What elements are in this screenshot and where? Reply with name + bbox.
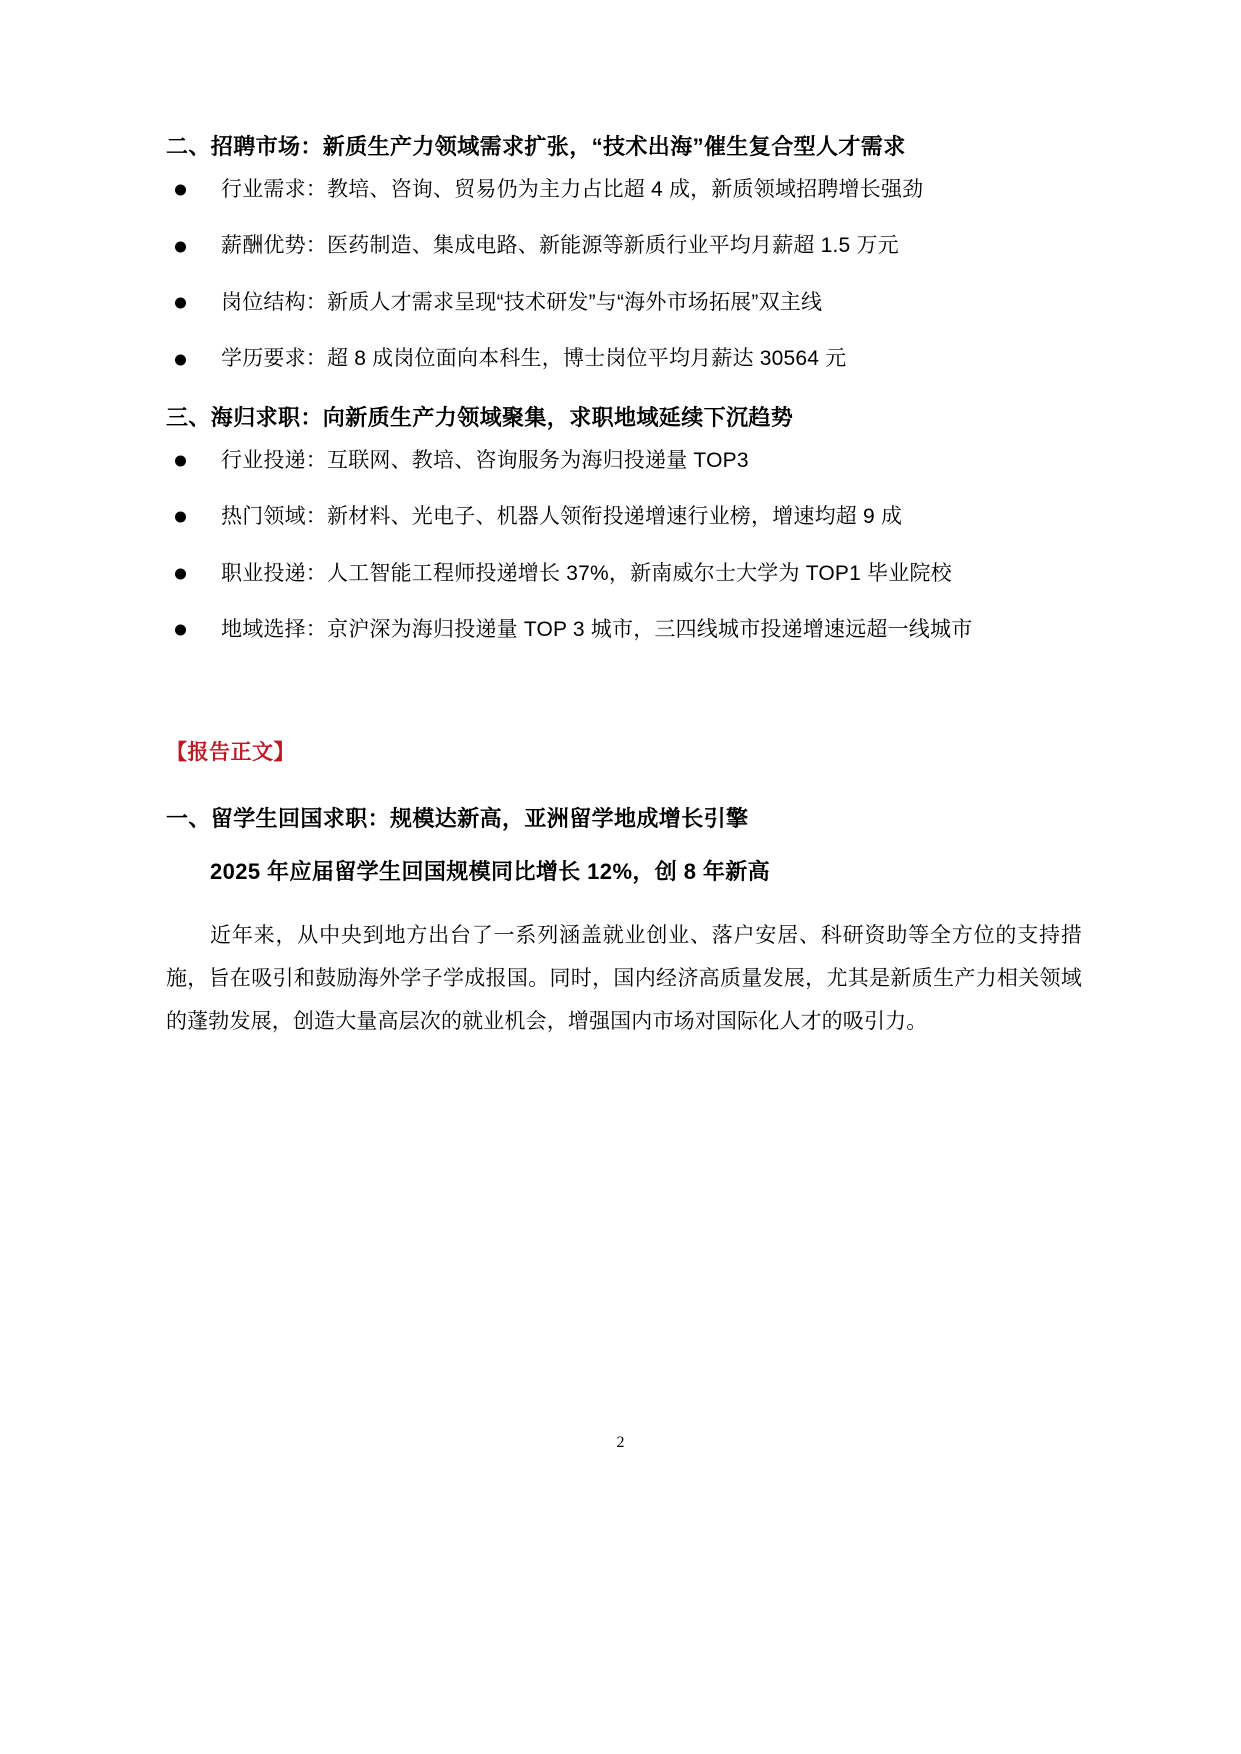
list-item-label: 热门领域：新材料、光电子、机器人领衔投递增速行业榜，增速均超 9 成 — [221, 505, 903, 529]
bullet-dot-icon — [175, 298, 186, 309]
bullet-dot-icon — [175, 354, 186, 365]
section-heading-recruitment-market: 二、招聘市场：新质生产力领域需求扩张，“技术出海”催生复合型人才需求 — [166, 134, 906, 159]
report-body-marker: 【报告正文】 — [166, 740, 295, 764]
list-item-label: 岗位结构：新质人才需求呈现“技术研发”与“海外市场拓展”双主线 — [221, 290, 823, 314]
list-item-label: 地域选择：京沪深为海归投递量 TOP 3 城市，三四线城市投递增速远超一线城市 — [221, 618, 973, 642]
list-item — [166, 502, 1082, 532]
sub-heading-return-scale: 2025 年应届留学生回国规模同比增长 12%，创 8 年新高 — [210, 858, 771, 884]
bullet-dot-icon — [175, 455, 186, 466]
list-item-label: 行业需求：教培、咨询、贸易仍为主力占比超 4 成，新质领域招聘增长强劲 — [221, 178, 924, 201]
list-item-label: 薪酬优势：医药制造、集成电路、新能源等新质行业平均月薪超 1.5 万元 — [221, 234, 899, 258]
list-item-label: 学历要求：超 8 成岗位面向本科生，博士岗位平均月薪达 30564 元 — [221, 347, 847, 371]
list-item — [166, 615, 1082, 645]
list-item-label: 职业投递：人工智能工程师投递增长 37%，新南威尔士大学为 TOP1 毕业院校 — [221, 561, 952, 585]
list-item — [166, 231, 1082, 261]
page-content — [166, 130, 1082, 1043]
body-paragraph: 近年来，从中央到地方出台了一系列涵盖就业创业、落户安居、科研资助等全方位的支持措施，旨在吸引和鼓励海外学子学成报国。同时，国内经济高质量发展，尤其是新质生产力相关领域的蓬勃发展，创造大量高层次的就业机会，增强国内市场对国际化人才的吸引力。 — [166, 923, 1082, 1033]
subheading-spacer — [166, 888, 1082, 914]
section-heading-overseas-return: 一、留学生回国求职：规模达新高，亚洲留学地成增长引擎 — [166, 805, 749, 831]
list-item — [166, 344, 1082, 374]
list-item — [166, 175, 1082, 205]
bullet-list-recruitment-market — [166, 175, 1082, 375]
bullet-dot-icon — [175, 625, 186, 636]
list-item — [166, 559, 1082, 589]
list-item — [166, 288, 1082, 318]
section-heading-returnee-jobseeking: 三、海归求职：向新质生产力领域聚集，求职地域延续下沉趋势 — [166, 404, 794, 430]
heading-spacer — [166, 847, 1082, 855]
list-item — [166, 446, 1082, 476]
bullet-dot-icon — [175, 568, 186, 579]
list-item-label: 行业投递：互联网、教培、咨询服务为海归投递量 TOP3 — [221, 448, 749, 472]
marker-spacer — [166, 766, 1082, 802]
bullet-list-returnee-jobseeking — [166, 446, 1082, 646]
page-number: 2 — [616, 1434, 625, 1451]
bullet-dot-icon — [175, 512, 186, 523]
section-spacer — [166, 672, 1082, 736]
bullet-dot-icon — [175, 241, 186, 252]
bullet-dot-icon — [175, 185, 186, 196]
